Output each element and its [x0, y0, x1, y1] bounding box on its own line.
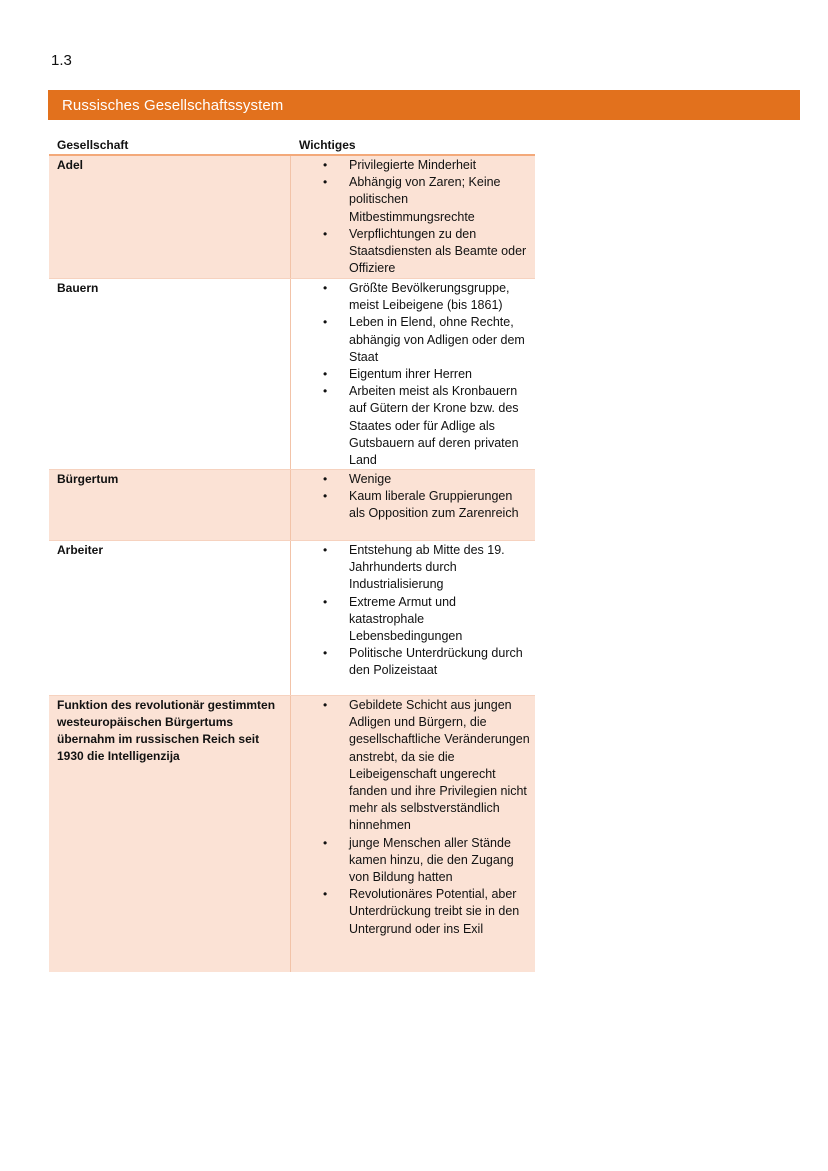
list-item: • Abhängig von Zaren; Keine politischen Mitbestimmungsrechte [323, 175, 501, 224]
row-label: Adel [49, 156, 291, 278]
list-item: • junge Menschen aller Stände kamen hinzu, die den Zugang von Bildung hatten [323, 835, 514, 885]
row-content [291, 156, 535, 278]
list-item: • Arbeiten meist als Kronbauern auf Gütern der Krone bzw. des Staates oder für Adlige als Gutsbauern auf deren privaten Land [323, 384, 519, 468]
society-table [49, 138, 535, 972]
table-row-arbeiter [49, 540, 535, 695]
list-item: • Wenige [323, 472, 392, 486]
header-wichtiges: Wichtiges [299, 138, 356, 152]
row-label: Bauern [49, 279, 291, 469]
header-gesellschaft: Gesellschaft [57, 138, 129, 152]
list-item: • Größte Bevölkerungsgruppe, meist Leibeigene (bis 1861) [323, 281, 510, 313]
list-item: • Entstehung ab Mitte des 19. Jahrhunderts durch Industrialisierung [323, 543, 505, 592]
banner-title: Russisches Gesellschaftssystem [62, 97, 284, 114]
table-row-buergertum [49, 469, 535, 540]
list-item: • Verpflichtungen zu den Staatsdiensten als Beamte oder Offiziere [323, 226, 527, 276]
list-item: • Extreme Armut und katastrophale Lebensbedingungen [323, 594, 463, 644]
table-row-adel [49, 156, 535, 278]
row-content [291, 541, 535, 695]
table-row-bauern [49, 278, 535, 469]
list-item: • Leben in Elend, ohne Rechte, abhängig von Adligen oder dem Staat [323, 315, 525, 364]
list-item: • Politische Unterdrückung durch den Polizeistaat [323, 646, 523, 678]
row-content [291, 279, 535, 469]
row-content [291, 470, 535, 540]
list-item: • Eigentum ihrer Herren [323, 367, 472, 382]
row-content [291, 696, 535, 972]
list-item: • Kaum liberale Gruppierungen als Opposition zum Zarenreich [323, 489, 519, 521]
section-banner [48, 90, 800, 120]
table-row-intelligenzija [49, 695, 535, 972]
list-item: • Revolutionäres Potential, aber Unterdrückung treibt sie in den Untergrund oder ins Exil [323, 887, 520, 936]
section-number: 1.3 [51, 52, 72, 69]
row-label: Bürgertum [49, 470, 291, 540]
list-item: • Gebildete Schicht aus jungen Adligen und Bürgern, die gesellschaftliche Veränderungen anstrebt, da sie die Leibeigenschaft ungerecht fanden und ihre Privilegien nicht mehr als selbstverständlich hinnehmen [323, 698, 530, 833]
row-label: Funktion des revolutionär gestimmten westeuropäischen Bürgertums übernahm im russischen Reich seit 1930 die Intelligenzija [49, 696, 291, 972]
list-item: • Privilegierte Minderheit [323, 158, 477, 172]
row-label: Arbeiter [49, 541, 291, 695]
table-header [49, 138, 535, 156]
